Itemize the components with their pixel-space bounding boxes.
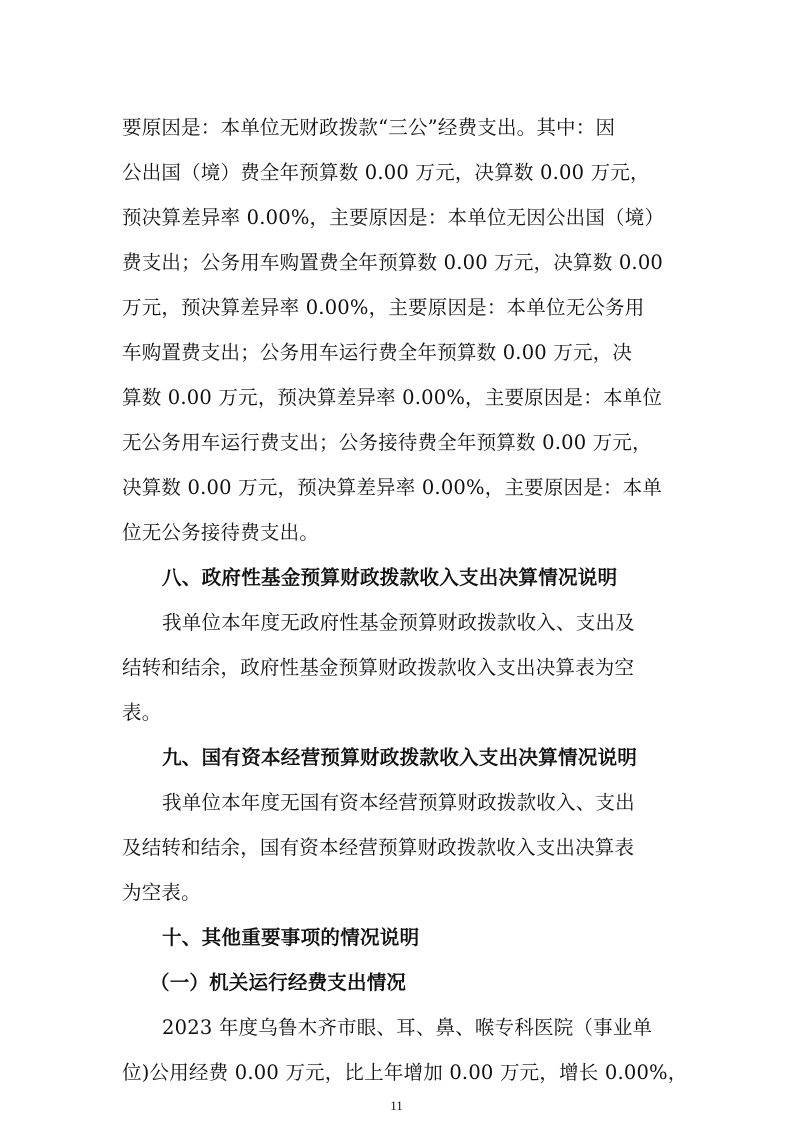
paragraph-line: 要原因是：本单位无财政拨款“三公”经费支出。其中：因 — [122, 116, 616, 139]
paragraph-line: 结转和结余，政府性基金预算财政拨款收入支出决算表为空 — [122, 656, 635, 679]
paragraph-line: 预决算差异率 0.00%，主要原因是：本单位无因公出国（境） — [122, 206, 665, 229]
paragraph-line: 位无公务接待费支出。 — [122, 521, 320, 544]
paragraph-line: 我单位本年度无国有资本经营预算财政拨款收入、支出 — [162, 791, 635, 814]
section-heading: 八、政府性基金预算财政拨款收入支出决算情况说明 — [162, 566, 618, 589]
paragraph-line: 车购置费支出；公务用车运行费全年预算数 0.00 万元，决 — [122, 341, 633, 364]
paragraph-line: 费支出；公务用车购置费全年预算数 0.00 万元，决算数 0.00 — [122, 251, 664, 274]
paragraph-line: 公出国（境）费全年预算数 0.00 万元，决算数 0.00 万元， — [122, 161, 650, 184]
paragraph-line: 万元，预决算差异率 0.00%，主要原因是：本单位无公务用 — [122, 296, 645, 319]
paragraph-line: 及结转和结余，国有资本经营预算财政拨款收入支出决算表 — [122, 836, 635, 859]
paragraph-line: 算数 0.00 万元，预决算差异率 0.00%，主要原因是：本单位 — [122, 386, 663, 409]
page-number: 11 — [390, 1098, 403, 1113]
paragraph-line: 我单位本年度无政府性基金预算财政拨款收入、支出及 — [162, 611, 635, 634]
section-heading: 九、国有资本经营预算财政拨款收入支出决算情况说明 — [162, 746, 638, 769]
paragraph-line: 无公务用车运行费支出；公务接待费全年预算数 0.00 万元， — [122, 431, 652, 454]
subsection-heading: （一）机关运行经费支出情况 — [150, 971, 407, 994]
paragraph-line: 决算数 0.00 万元，预决算差异率 0.00%，主要原因是：本单 — [122, 476, 663, 499]
section-heading: 十、其他重要事项的情况说明 — [162, 926, 420, 949]
paragraph-line: 表。 — [122, 701, 162, 724]
paragraph-line: 2023 年度乌鲁木齐市眼、耳、鼻、喉专科医院（事业单 — [162, 1016, 653, 1039]
paragraph-line: 位)公用经费 0.00 万元，比上年增加 0.00 万元，增长 0.00%， — [122, 1061, 688, 1084]
paragraph-line: 为空表。 — [122, 881, 201, 904]
